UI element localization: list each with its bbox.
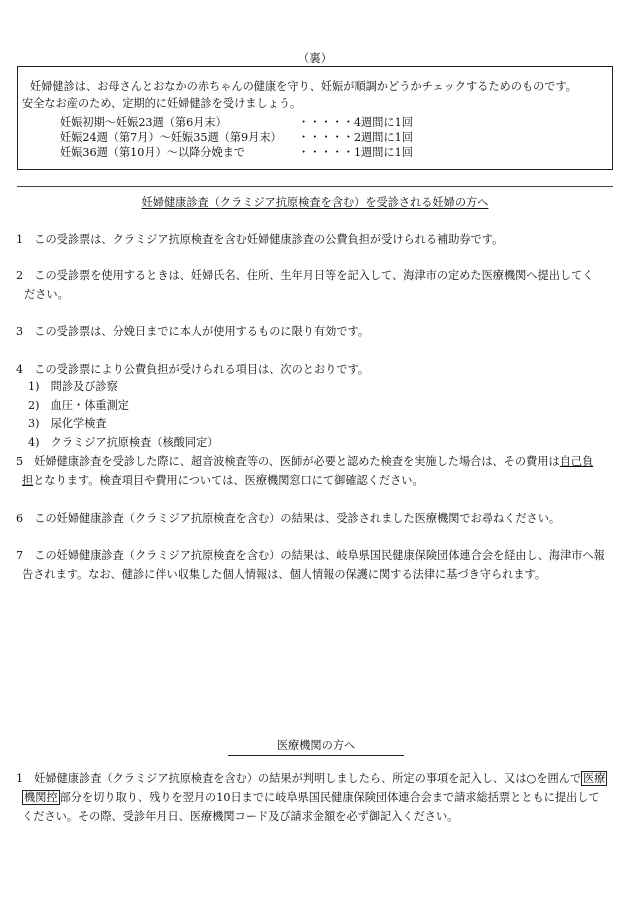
notice-item-5-line1 [16,452,616,471]
boxed-term: 医療 [583,772,606,785]
medical-item-1-line1 [16,769,616,788]
boxed-term: 機関控 [24,791,58,804]
notice-item-2-line1: 2 この受診票を使用するときは、妊婦氏名、住所、生年月日等を記入して、海津市の定めた医療機関へ提出してく [16,269,594,282]
schedule-frequency: ・・・・・4週間に1回 [298,116,413,129]
page-side-label: （裏） [297,51,333,65]
notice-item-5-line2 [22,471,622,490]
info-advice-line: 安全なお産のため、定期的に妊婦健診を受けましょう。 [22,97,302,110]
checkup-info-box [17,66,613,170]
schedule-period: 妊娠初期～妊娠23週（第6月末） [60,116,227,129]
notice-item-3: 3 この受診票は、分娩日までに本人が使用するものに限り有効です。 [16,325,370,338]
covered-item: 4) クラミジア抗原検査（核酸同定） [28,436,219,449]
covered-item: 3) 尿化学検査 [28,417,107,430]
medical-item-1-line2 [22,788,622,807]
section-divider [17,186,613,187]
notice-item-6: 6 この妊婦健康診査（クラミジア抗原検査を含む）の結果は、受診されました医療機関でお尋ねください。 [16,512,561,525]
medical-item-1-text: 部分を切り取り、残りを翌月の10日までに岐阜県国民健康保険団体連合会まで請求総括票とともに提出して [59,791,600,804]
notice-item-1: 1 この受診票は、クラミジア抗原検査を含む妊婦健康診査の公費負担が受けられる補助券です。 [16,233,504,246]
notice-item-4: 4 この受診票により公費負担が受けられる項目は、次のとおりです。 [16,363,370,376]
schedule-frequency: ・・・・・2週間に1回 [298,131,413,144]
pregnant-section-title [0,194,630,210]
schedule-period: 妊娠36週（第10月）～以降分娩まで [60,146,246,159]
medical-item-1-line3: ください。その際、受診年月日、医療機関コード及び請求金額を必ず御記入ください。 [22,810,459,823]
self-pay-emphasis: 自己負 [559,455,594,468]
notice-item-7-line1: 7 この妊婦健康診査（クラミジア抗原検査を含む）の結果は、岐阜県国民健康保険団体連合会を経由し、海津市へ報 [16,549,605,562]
schedule-period: 妊娠24週（第7月）～妊娠35週（第9月末） [60,131,282,144]
medical-section-title: 医療機関の方へ [228,737,404,756]
notice-item-5-text: となります。検査項目や費用については、医療機関窓口にて御確認ください。 [33,474,424,487]
medical-item-1-text: 1 妊婦健康診査（クラミジア抗原検査を含む）の結果が判明しましたら、所定の事項を記入し、又は○を囲んで [16,772,582,785]
covered-item: 1) 問診及び診察 [28,380,118,393]
pregnant-section-title-text: 妊婦健康診査（クラミジア抗原検査を含む）を受診される妊婦の方へ [141,196,489,209]
notice-item-5-text: 5 妊婦健康診査を受診した際に、超音波検査等の、医師が必要と認めた検査を実施した場合は、その費用は [16,455,560,468]
self-pay-emphasis: 担 [22,474,34,487]
notice-item-2-line2: ださい。 [24,288,69,301]
schedule-frequency: ・・・・・1週間に1回 [298,146,413,159]
info-intro-line: 妊婦健診は、お母さんとおなかの赤ちゃんの健康を守り、妊娠が順調かどうかチェックするためのものです。 [30,80,577,93]
notice-item-7-line2: 告されます。なお、健診に伴い収集した個人情報は、個人情報の保護に関する法律に基づき守られます。 [22,568,547,581]
covered-item: 2) 血圧・体重測定 [28,399,129,412]
